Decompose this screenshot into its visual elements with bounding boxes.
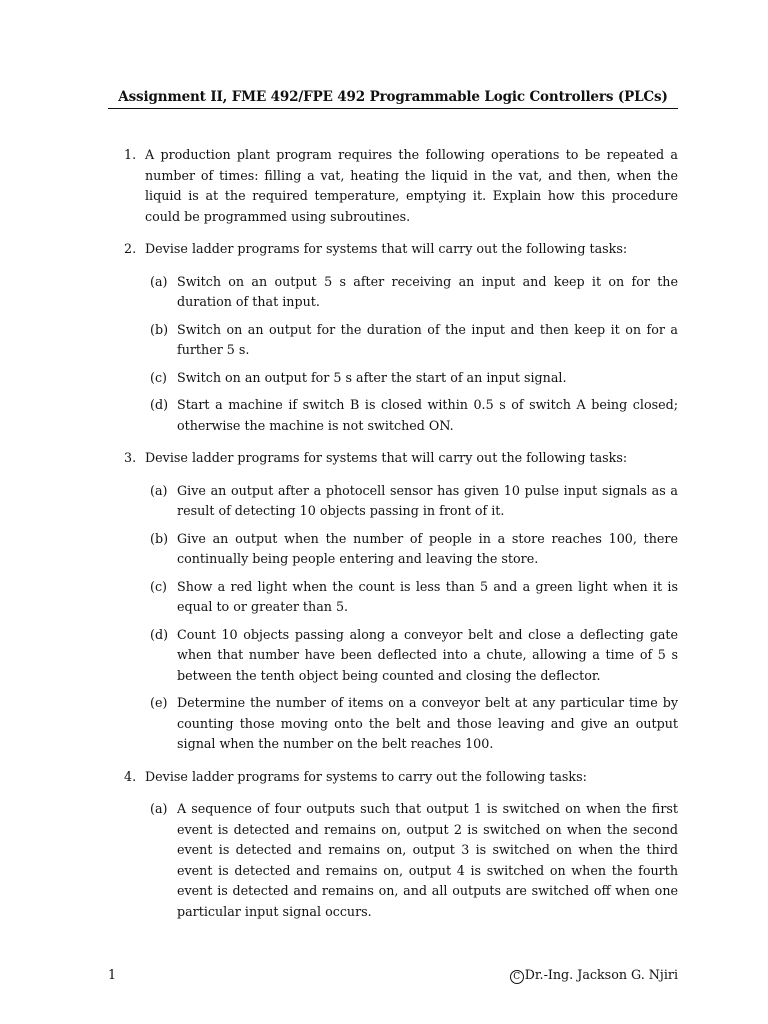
subquestion-text: A sequence of four outputs such that output 1 is switched on when the first event is detected and remains on, output 2 is switched on when the second event is detected and remains on, output 3 is switched on when the third event is detected and remains on, output 4 is switched on when the fourth event is detected and remains on, and all outputs are switched off when one particular input signal occurs. — [177, 801, 678, 919]
copyright-footer — [510, 967, 678, 984]
subquestion-text: Show a red light when the count is less than 5 and a green light when it is equal to or greater than 5. — [177, 578, 678, 614]
subquestion-label: (b) — [150, 530, 169, 546]
subquestion-label: (d) — [150, 626, 169, 642]
question-text: Devise ladder programs for systems to carry out the following tasks: — [145, 768, 587, 784]
subquestion-text: Start a machine if switch B is closed within 0.5 s of switch A being closed; otherwise the machine is not switched ON. — [177, 397, 678, 433]
question-2 — [108, 239, 678, 436]
subquestion-text: Switch on an output 5 s after receiving an input and keep it on for the duration of that input. — [177, 273, 678, 309]
subquestion-2a — [145, 272, 678, 313]
subquestion-label: (a) — [150, 273, 168, 289]
question-number: 1. — [124, 147, 137, 162]
subquestion-text: Switch on an output for the duration of the input and then keep it on for a further 5 s. — [177, 321, 678, 357]
subquestion-label: (a) — [150, 482, 168, 498]
question-text: Devise ladder programs for systems that will carry out the following tasks: — [145, 450, 628, 465]
question-number: 3. — [124, 450, 137, 465]
subquestion-3c — [145, 577, 678, 618]
question-4 — [108, 767, 678, 923]
question-number: 2. — [124, 241, 137, 256]
subquestion-label: (d) — [150, 397, 169, 412]
subquestion-text: Determine the number of items on a conveyor belt at any particular time by counting those moving onto the belt and those leaving and give an output signal when the number on the belt reaches 100. — [177, 695, 678, 751]
subquestion-label: (b) — [150, 321, 169, 337]
subquestion-label: (c) — [150, 578, 168, 594]
subquestion-list — [145, 799, 678, 922]
subquestion-3a — [145, 481, 678, 522]
question-number: 4. — [124, 768, 137, 784]
question-3 — [108, 448, 678, 755]
subquestion-3e — [145, 693, 678, 755]
question-list — [108, 145, 678, 922]
subquestion-text: Switch on an output for 5 s after the start of an input signal. — [177, 369, 567, 385]
subquestion-label: (a) — [150, 801, 168, 816]
page-title: Assignment II, FME 492/FPE 492 Programmable Logic Controllers (PLCs) — [108, 89, 678, 109]
copyright-icon: C — [510, 970, 524, 984]
subquestion-3d — [145, 625, 678, 687]
subquestion-2d — [145, 395, 678, 436]
question-1 — [108, 145, 678, 227]
subquestion-list — [145, 272, 678, 437]
page-number: 1 — [108, 967, 117, 982]
subquestion-list — [145, 481, 678, 755]
subquestion-2c — [145, 368, 678, 389]
question-text: A production plant program requires the following operations to be repeated a number of times: filling a vat, heating the liquid in the vat, and then, when the liquid is at the required temperature, emptying it. Explain how this procedure could be programmed using subroutines. — [145, 147, 678, 224]
author-name: Dr.-Ing. Jackson G. Njiri — [524, 967, 678, 982]
questions-section — [108, 145, 678, 934]
subquestion-3b — [145, 529, 678, 570]
question-text: Devise ladder programs for systems that will carry out the following tasks: — [145, 241, 628, 256]
subquestion-2b — [145, 320, 678, 361]
subquestion-text: Count 10 objects passing along a conveyor belt and close a deflecting gate when that number have been deflected into a chute, allowing a time of 5 s between the tenth object being counted and closing the deflector. — [177, 626, 678, 683]
subquestion-label: (e) — [150, 695, 168, 710]
subquestion-label: (c) — [150, 369, 168, 385]
subquestion-text: Give an output when the number of people in a store reaches 100, there continually being people entering and leaving the store. — [177, 530, 678, 566]
subquestion-text: Give an output after a photocell sensor has given 10 pulse input signals as a result of detecting 10 objects passing in front of it. — [177, 482, 678, 518]
subquestion-4a — [145, 799, 678, 922]
